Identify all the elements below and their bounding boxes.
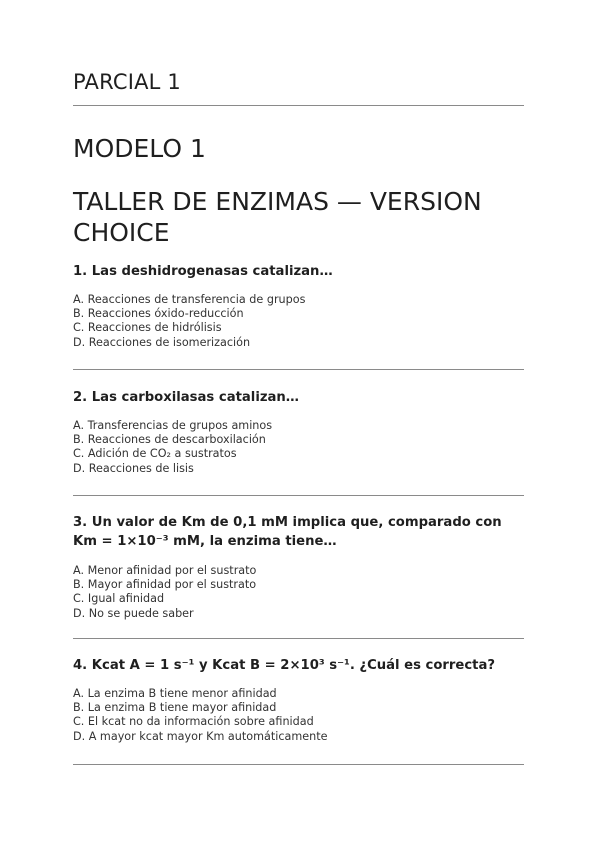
option-b: B. La enzima B tiene mayor afinidad [73,701,277,715]
divider [73,105,524,106]
option-d: D. Reacciones de lisis [73,461,194,475]
option-b: B. Mayor afinidad por el sustrato [73,578,257,592]
question-2 [73,388,524,476]
option-b: B. Reacciones de descarboxilación [73,433,266,447]
option-c: C. Igual afinidad [73,592,165,606]
option-c: C. El kcat no da información sobre afinidad [73,715,314,729]
option-d: D. No se puede saber [73,606,194,620]
option-c: C. Reacciones de hidrólisis [73,321,222,335]
options-list [73,564,524,621]
divider [73,495,524,496]
option-a: A. La enzima B tiene menor afinidad [73,687,277,700]
divider [73,638,524,639]
option-a: A. Reacciones de transferencia de grupos [73,293,306,306]
option-a: A. Transferencias de grupos aminos [73,419,273,432]
question-text: 1. Las deshidrogenasas catalizan… [73,264,333,279]
options-list [73,293,524,350]
question-text: 2. Las carboxilasas catalizan… [73,390,299,405]
option-c: C. Adición de CO₂ a sustratos [73,447,237,461]
options-list [73,687,524,744]
question-4 [73,656,524,744]
option-d: D. A mayor kcat mayor Km automáticamente [73,729,328,743]
option-a: A. Menor afinidad por el sustrato [73,564,257,577]
parcial-heading: PARCIAL 1 [73,70,181,94]
option-b: B. Reacciones óxido-reducción [73,307,244,321]
modelo-heading: MODELO 1 [73,134,206,163]
question-1 [73,262,524,350]
option-d: D. Reacciones de isomerización [73,335,251,349]
question-3 [73,513,524,621]
question-text: 4. Kcat A = 1 s⁻¹ y Kcat B = 2×10³ s⁻¹. ¿Cuál es correcta? [73,658,496,673]
divider [73,764,524,765]
document-title: TALLER DE ENZIMAS — VERSION CHOICE [73,187,482,247]
question-text: 3. Un valor de Km de 0,1 mM implica que, comparado con Km = 1×10⁻³ mM, la enzima tiene… [73,515,502,549]
options-list [73,419,524,476]
divider [73,369,524,370]
